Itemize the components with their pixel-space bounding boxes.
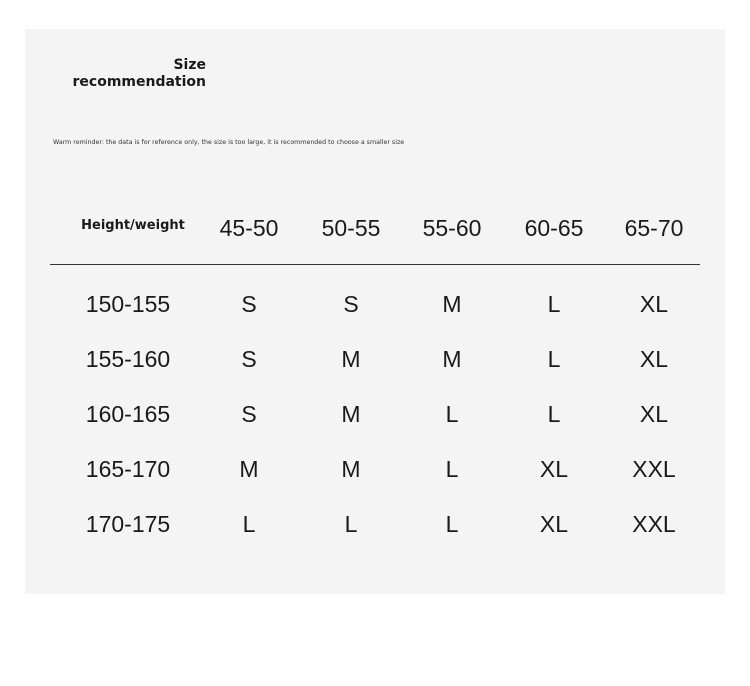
size-cell: L: [445, 511, 459, 537]
size-cell: M: [442, 346, 462, 372]
title-line-2: recommendation: [72, 74, 206, 90]
column-header-weight: 65-70: [624, 215, 684, 241]
size-cell: M: [341, 401, 361, 427]
column-header-weight: 45-50: [219, 215, 279, 241]
row-label-height: 170-175: [85, 511, 171, 537]
page-title: [73, 57, 207, 91]
size-cell: XXL: [632, 511, 676, 537]
size-cell: S: [241, 291, 257, 317]
size-cell: L: [445, 456, 459, 482]
size-cell: XXL: [632, 456, 676, 482]
row-label-height: 155-160: [85, 346, 171, 372]
row-label-height: 165-170: [85, 456, 171, 482]
size-cell: XL: [639, 346, 669, 372]
size-cell: XL: [639, 291, 669, 317]
size-cell: L: [242, 511, 256, 537]
size-cell: L: [445, 401, 459, 427]
size-cell: S: [343, 291, 359, 317]
size-cell: XL: [539, 456, 569, 482]
size-cell: M: [341, 346, 361, 372]
title-line-1: Size: [173, 57, 206, 73]
size-cell: M: [239, 456, 259, 482]
size-cell: XL: [639, 401, 669, 427]
warm-reminder-note: Warm reminder: the data is for reference only, the size is too large, it is recommended to choose a smaller size: [53, 139, 405, 146]
column-header-weight: 50-55: [321, 215, 381, 241]
header-divider: [50, 264, 700, 265]
size-cell: M: [442, 291, 462, 317]
size-cell: S: [241, 346, 257, 372]
size-cell: L: [344, 511, 358, 537]
size-cell: L: [547, 291, 561, 317]
row-label-height: 160-165: [85, 401, 171, 427]
size-cell: XL: [539, 511, 569, 537]
size-cell: M: [341, 456, 361, 482]
column-header-weight: 55-60: [422, 215, 482, 241]
column-header-weight: 60-65: [524, 215, 584, 241]
row-label-height: 150-155: [85, 291, 171, 317]
table-corner-label: Height/weight: [81, 218, 185, 233]
size-cell: S: [241, 401, 257, 427]
size-cell: L: [547, 401, 561, 427]
size-cell: L: [547, 346, 561, 372]
